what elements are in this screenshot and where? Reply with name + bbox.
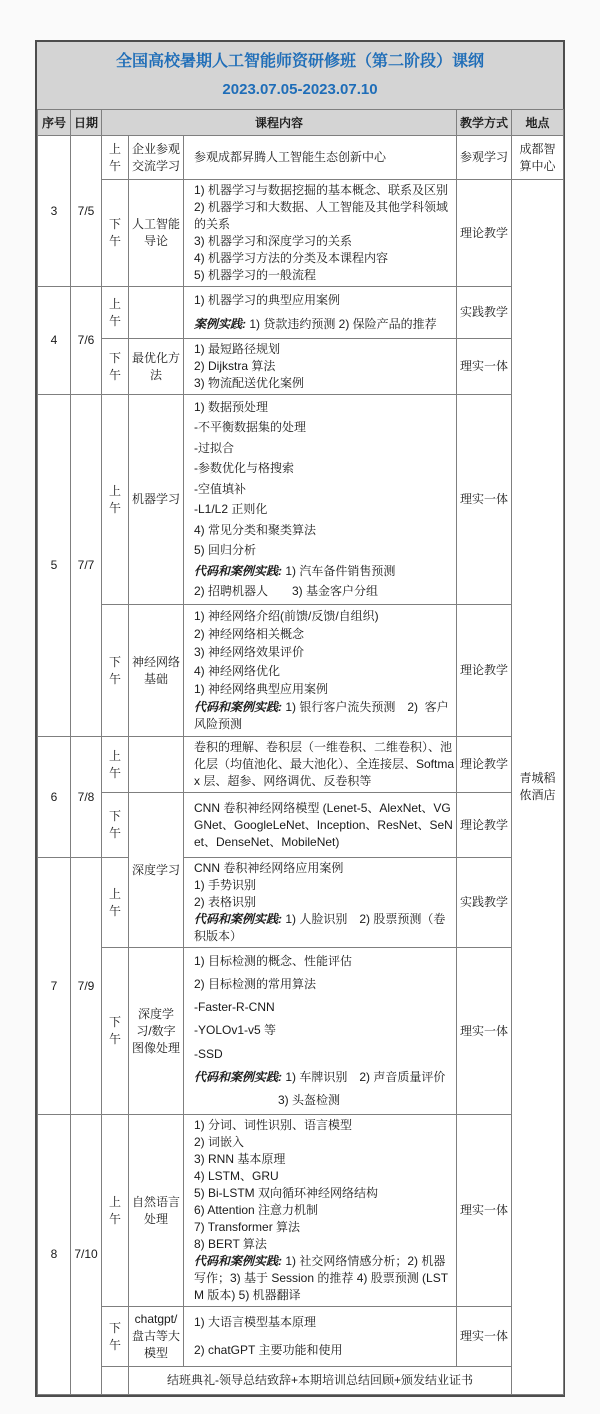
teaching-method-cell: 实践教学 <box>457 858 512 948</box>
course-content-cell <box>184 948 457 1115</box>
practice-label: 代码和案例实践: <box>194 563 282 578</box>
content-line: 4) 神经网络优化 <box>194 663 281 678</box>
content-line: -L1/L2 正则化 <box>194 502 268 517</box>
course-content-cell <box>184 136 457 180</box>
teaching-method-cell: 理论教学 <box>457 737 512 793</box>
practice-label: 代码和案例实践: <box>194 700 282 715</box>
course-name-cell: 人工智能导论 <box>129 180 184 287</box>
content-line: 4) LSTM、GRU <box>194 1169 279 1183</box>
date-cell: 7/8 <box>71 737 102 858</box>
content-line: 3) 头盔检测 <box>194 1092 341 1107</box>
content-line: 1) 机器学习与数据挖掘的基本概念、联系及区别 <box>194 183 449 197</box>
course-name-cell: 企业参观交流学习 <box>129 136 184 180</box>
content-line: 卷积的理解、卷积层（一维卷积、二维卷积）、池化层（均值池化、最大池化）、全连接层、Softmax 层、超参、网络调优、反卷积等 <box>194 740 455 788</box>
practice-label: 代码和案例实践: <box>194 1069 282 1084</box>
teaching-method-cell: 实践教学 <box>457 287 512 339</box>
content-lines <box>194 795 456 855</box>
content-lines <box>194 739 456 790</box>
teaching-method-cell: 理实一体 <box>457 1115 512 1307</box>
content-line: 8) BERT 算法 <box>194 1237 267 1251</box>
session-cell: 上午 <box>102 395 129 605</box>
course-name-cell: 自然语言处理 <box>129 1115 184 1307</box>
content-line: 4) 常见分类和聚类算法 <box>194 522 317 537</box>
content-line: CNN 卷积神经网络模型 (Lenet-5、AlexNet、VGGNet、GoogleLeNet、Inception、ResNet、SeNet、DenseNet、MobileNet) <box>194 800 453 849</box>
session-cell: 上午 <box>102 1115 129 1307</box>
content-line: CNN 卷积神经网络应用案例 <box>194 861 344 875</box>
content-line: 1) 神经网络介绍(前馈/反馈/自组织) <box>194 608 379 623</box>
content-line: -YOLOv1-v5 等 <box>194 1023 277 1038</box>
table-row <box>38 1115 564 1307</box>
content-line: 2) 招聘机器人 3) 基金客户分组 <box>194 584 379 599</box>
date-range: 2023.07.05-2023.07.10 <box>222 81 378 98</box>
document-title: 全国高校暑期人工智能师资研修班（第二阶段）课纲 <box>115 53 484 70</box>
curriculum-table <box>37 109 564 1395</box>
content-line: 2) chatGPT 主要功能和使用 <box>194 1342 343 1357</box>
content-lines <box>194 138 456 177</box>
date-cell: 7/10 <box>71 1115 102 1395</box>
table-row <box>38 395 564 605</box>
session-cell: 上午 <box>102 136 129 180</box>
course-name-cell <box>129 737 184 793</box>
content-line: 5) 机器学习的一般流程 <box>194 268 317 282</box>
teaching-method-cell: 理实一体 <box>457 1307 512 1367</box>
course-name-cell: 深度学习 <box>129 793 184 948</box>
table-row <box>38 1367 564 1395</box>
content-lines <box>194 1309 456 1364</box>
date-cell: 7/7 <box>71 395 102 737</box>
content-line: 案例实践: 1) 贷款违约预测 2) 保险产品的推荐 <box>194 316 437 331</box>
content-line: 3) 物流配送优化案例 <box>194 376 305 390</box>
header-date: 日期 <box>71 110 102 136</box>
course-content-cell <box>184 737 457 793</box>
date-cell: 7/6 <box>71 287 102 395</box>
session-cell: 下午 <box>102 339 129 395</box>
content-line: 5) 回归分析 <box>194 543 257 558</box>
course-name-cell: chatgpt/盘古等大模型 <box>129 1307 184 1367</box>
session-cell: 下午 <box>102 948 129 1115</box>
row-number-cell: 6 <box>38 737 71 858</box>
content-line: 1) 大语言模型基本原理 <box>194 1315 317 1330</box>
content-line: 代码和案例实践: 1) 汽车备件销售预测 <box>194 563 396 578</box>
course-content-cell <box>184 1115 457 1307</box>
content-line: 代码和案例实践: 1) 社交网络情感分析；2) 机器写作；3) 基于 Session 的推荐 4) 股票预测 (LSTM 版本) 5) 机器翻译 <box>194 1254 449 1302</box>
course-name-cell: 深度学习/数字图像处理 <box>129 948 184 1115</box>
course-content-cell <box>184 858 457 948</box>
content-line: 参观成都昇腾人工智能生态创新中心 <box>194 150 387 164</box>
header-row <box>38 110 564 136</box>
content-line: 1) 机器学习的典型应用案例 <box>194 293 341 308</box>
row-number-cell: 3 <box>38 136 71 287</box>
header-content: 课程内容 <box>102 110 457 136</box>
teaching-method-cell: 理实一体 <box>457 948 512 1115</box>
course-name-cell: 最优化方法 <box>129 339 184 395</box>
session-cell: 下午 <box>102 180 129 287</box>
course-name-cell: 机器学习 <box>129 395 184 605</box>
closing-ceremony-cell: 结班典礼-领导总结致辞+本期培训总结回顾+颁发结业证书 <box>129 1367 512 1395</box>
session-cell: 下午 <box>102 793 129 858</box>
content-line: 2) 机器学习和大数据、人工智能及其他学科领域的关系 <box>194 200 449 231</box>
content-lines <box>194 1117 456 1304</box>
course-content-cell <box>184 1307 457 1367</box>
row-number-cell: 7 <box>38 858 71 1115</box>
teaching-method-cell: 参观学习 <box>457 136 512 180</box>
course-name-cell: 神经网络基础 <box>129 605 184 737</box>
content-line: 1) 最短路径规划 <box>194 342 281 356</box>
teaching-method-cell: 理论教学 <box>457 180 512 287</box>
row-number-cell: 8 <box>38 1115 71 1395</box>
table-row <box>38 136 564 180</box>
course-content-cell <box>184 605 457 737</box>
course-content-cell <box>184 287 457 339</box>
content-lines <box>194 182 456 284</box>
table-row <box>38 858 564 948</box>
content-line: -不平衡数据集的处理 <box>194 420 306 435</box>
session-cell: 上午 <box>102 287 129 339</box>
content-lines <box>194 341 456 392</box>
content-line: 代码和案例实践: 1) 车牌识别 2) 声音质量评价 <box>194 1069 446 1084</box>
teaching-method-cell: 理实一体 <box>457 339 512 395</box>
row-number-cell: 5 <box>38 395 71 737</box>
course-name-cell <box>129 287 184 339</box>
content-line: -参数优化与格搜索 <box>194 461 294 476</box>
content-lines <box>194 950 456 1112</box>
session-cell: 上午 <box>102 737 129 793</box>
content-line: 代码和案例实践: 1) 银行客户流失预测 2) 客户风险预测 <box>194 700 449 732</box>
table-row <box>38 737 564 793</box>
header-location: 地点 <box>512 110 564 136</box>
content-line: -SSD <box>194 1046 223 1061</box>
content-line: 6) Attention 注意力机制 <box>194 1203 319 1217</box>
content-line: 1) 数据预处理 <box>194 399 269 414</box>
content-lines <box>194 607 456 734</box>
content-line: 1) 手势识别 <box>194 878 257 892</box>
course-content-cell <box>184 339 457 395</box>
teaching-method-cell: 理论教学 <box>457 605 512 737</box>
content-line: -Faster-R-CNN <box>194 1000 275 1015</box>
content-line: 2) 词嵌入 <box>194 1135 245 1149</box>
table-row <box>38 948 564 1115</box>
content-line: 3) RNN 基本原理 <box>194 1152 286 1166</box>
location-cell: 成都智算中心 <box>512 136 564 180</box>
table-row <box>38 180 564 287</box>
row-number-cell: 4 <box>38 287 71 395</box>
content-lines <box>194 289 456 336</box>
header-seq: 序号 <box>38 110 71 136</box>
table-row <box>38 287 564 339</box>
session-cell <box>102 1367 129 1395</box>
content-line: 2) 表格识别 <box>194 895 257 909</box>
date-cell: 7/9 <box>71 858 102 1115</box>
content-line: 2) 神经网络相关概念 <box>194 626 305 641</box>
content-line: -空值填补 <box>194 481 246 496</box>
date-cell: 7/5 <box>71 136 102 287</box>
content-line: 1) 神经网络典型应用案例 <box>194 681 329 696</box>
session-cell: 上午 <box>102 858 129 948</box>
content-line: -过拟合 <box>194 440 234 455</box>
session-cell: 下午 <box>102 1307 129 1367</box>
curriculum-sheet <box>35 40 565 1397</box>
title-band <box>37 42 563 109</box>
content-lines <box>194 397 456 602</box>
teaching-method-cell: 理实一体 <box>457 395 512 605</box>
practice-label: 代码和案例实践: <box>194 1254 282 1268</box>
content-line: 3) 神经网络效果评价 <box>194 645 305 660</box>
content-line: 7) Transformer 算法 <box>194 1220 301 1234</box>
content-line: 4) 机器学习方法的分类及本课程内容 <box>194 251 389 265</box>
content-lines <box>194 860 456 945</box>
table-row <box>38 793 564 858</box>
content-line: 1) 分词、词性识别、语言模型 <box>194 1118 353 1132</box>
content-line: 代码和案例实践: 1) 人脸识别 2) 股票预测（卷积版本） <box>194 912 446 943</box>
course-content-cell <box>184 180 457 287</box>
content-line: 5) Bi-LSTM 双向循环神经网络结构 <box>194 1186 379 1200</box>
header-method: 教学方式 <box>457 110 512 136</box>
content-line: 2) Dijkstra 算法 <box>194 359 276 373</box>
teaching-method-cell: 理论教学 <box>457 793 512 858</box>
table-row <box>38 339 564 395</box>
location-cell: 青城稻侬酒店 <box>512 180 564 1395</box>
content-line: 2) 目标检测的常用算法 <box>194 977 317 992</box>
content-line: 3) 机器学习和深度学习的关系 <box>194 234 353 248</box>
course-content-cell <box>184 395 457 605</box>
session-cell: 下午 <box>102 605 129 737</box>
table-row <box>38 1307 564 1367</box>
table-row <box>38 605 564 737</box>
practice-label: 案例实践: <box>194 316 246 331</box>
course-content-cell <box>184 793 457 858</box>
content-line: 1) 目标检测的概念、性能评估 <box>194 954 353 969</box>
practice-label: 代码和案例实践: <box>194 912 282 926</box>
